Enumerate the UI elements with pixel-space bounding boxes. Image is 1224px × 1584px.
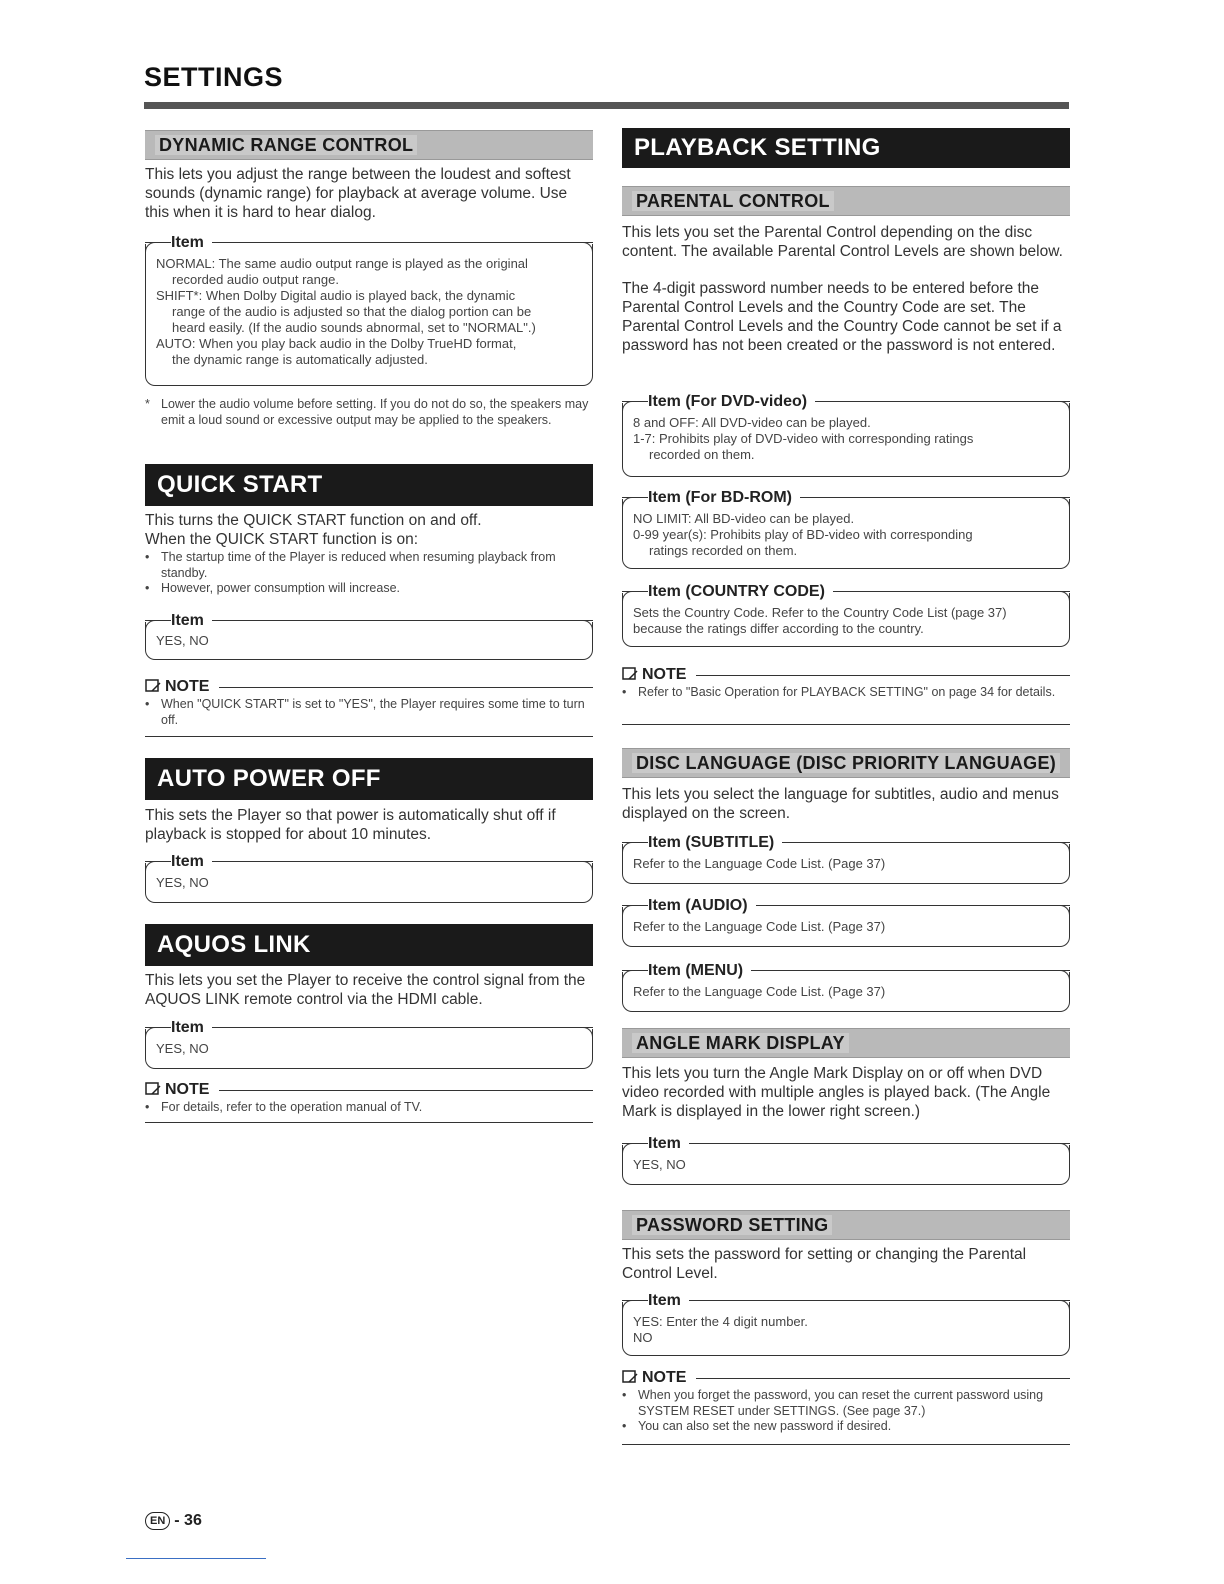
auto-power-off-heading: AUTO POWER OFF	[145, 758, 593, 800]
angle-mark-item-value: YES, NO	[633, 1157, 686, 1172]
password-setting-desc: This sets the password for setting or changing the Parental Control Level.	[622, 1246, 1027, 1282]
footnote-text: Lower the audio volume before setting. If you do not do so, the speakers may emit a loud sound or excessive output may be applied to the speakers.	[161, 397, 589, 427]
list-item: • For details, refer to the operation manual of TV.	[145, 1100, 593, 1116]
bottom-link-rule	[126, 1558, 266, 1559]
note-icon	[145, 679, 161, 693]
list-item: • When you forget the password, you can reset the current password using SYSTEM RESET under SETTINGS. (See page 37.)	[622, 1388, 1070, 1419]
password-notes	[622, 1388, 1070, 1435]
password-note-rule	[622, 1444, 1070, 1445]
parental-note	[622, 685, 1070, 701]
country-code-item-line: because the ratings differ according to the country.	[633, 621, 924, 636]
angle-mark-heading: ANGLE MARK DISPLAY	[622, 1028, 1070, 1058]
dvd-item-box	[622, 403, 1070, 477]
auto-power-off-desc: This sets the Player so that power is automatically shut off if playback is stopped for about 10 minutes.	[145, 807, 556, 843]
title-rule	[144, 102, 1069, 109]
drc-heading: DYNAMIC RANGE CONTROL	[145, 130, 593, 160]
quick-start-bullets	[145, 550, 593, 597]
password-item-line: YES: Enter the 4 digit number.	[633, 1314, 808, 1329]
angle-mark-item-box	[622, 1145, 1070, 1185]
quick-start-heading: QUICK START	[145, 464, 593, 506]
playback-setting-heading: PLAYBACK SETTING	[622, 128, 1070, 168]
password-note-header	[622, 1368, 1070, 1388]
aquos-link-note-header	[145, 1080, 593, 1100]
bd-item-line: 0-99 year(s): Prohibits play of BD-video with corresponding	[633, 527, 973, 542]
parental-note-rule	[622, 724, 1070, 725]
country-code-item-box	[622, 593, 1070, 647]
country-code-item-line: Sets the Country Code. Refer to the Country Code List (page 37)	[633, 605, 1007, 620]
quick-start-desc2: When the QUICK START function is on:	[145, 531, 419, 548]
note-label: NOTE	[165, 678, 210, 695]
note-icon	[622, 1370, 638, 1384]
aquos-link-item-box	[145, 1029, 593, 1069]
list-item: • The startup time of the Player is reduced when resuming playback from standby.	[145, 550, 593, 581]
menu-item-label: Item (MENU)	[648, 961, 751, 981]
note-label: NOTE	[642, 666, 687, 683]
page-number	[145, 1512, 202, 1530]
bd-item-line: ratings recorded on them.	[649, 543, 798, 558]
note-icon	[622, 667, 638, 681]
menu-item-box	[622, 972, 1070, 1012]
aquos-link-desc: This lets you set the Player to receive the control signal from the AQUOS LINK remote control via the HDMI cable.	[145, 972, 586, 1008]
bd-item-line: NO LIMIT: All BD-video can be played.	[633, 511, 855, 526]
dvd-item-line: 8 and OFF: All DVD-video can be played.	[633, 415, 871, 430]
subtitle-item-value: Refer to the Language Code List. (Page 37)	[633, 856, 886, 871]
drc-item-line: NORMAL: The same audio output range is played as the original	[156, 256, 528, 271]
angle-mark-desc: This lets you turn the Angle Mark Display on or off when DVD video recorded with multiple angles is played back. (The Angle Mark is displayed in the lower right screen.)	[622, 1065, 1051, 1120]
drc-item-line: SHIFT*: When Dolby Digital audio is played back, the dynamic	[156, 288, 516, 303]
note-icon	[145, 1082, 161, 1096]
angle-mark-item-label: Item	[648, 1134, 689, 1154]
disc-language-heading: DISC LANGUAGE (DISC PRIORITY LANGUAGE)	[622, 748, 1070, 778]
dvd-item-line: recorded on them.	[649, 447, 755, 462]
drc-item-line: heard easily. (If the audio sounds abnormal, set to "NORMAL".)	[172, 320, 536, 335]
parental-control-heading: PARENTAL CONTROL	[622, 186, 1070, 216]
password-item-box	[622, 1302, 1070, 1356]
aquos-link-note	[145, 1100, 593, 1116]
audio-item-value: Refer to the Language Code List. (Page 37)	[633, 919, 886, 934]
aquos-link-heading: AQUOS LINK	[145, 924, 593, 966]
list-item: • However, power consumption will increase.	[145, 581, 593, 597]
aquos-link-item-value: YES, NO	[156, 1041, 209, 1056]
audio-item-box	[622, 907, 1070, 947]
password-setting-heading: PASSWORD SETTING	[622, 1210, 1070, 1240]
auto-power-off-item-box	[145, 863, 593, 903]
password-item-line: NO	[633, 1330, 653, 1345]
drc-footnote	[145, 397, 593, 428]
parental-control-desc2: The 4-digit password number needs to be entered before the Parental Control Levels and the Country Code are set. The Parental Control Levels and the Country Code cannot be set if a password has not been created or the password is not entered.	[622, 280, 1062, 354]
aquos-link-note-rule	[145, 1122, 593, 1123]
page-title: SETTINGS	[144, 62, 284, 92]
audio-item-label: Item (AUDIO)	[648, 896, 756, 916]
page-number-text: - 36	[174, 1512, 202, 1529]
quick-start-item-value: YES, NO	[156, 633, 209, 648]
drc-item-box	[145, 244, 593, 386]
drc-item-line: range of the audio is adjusted so that the dialog portion can be	[172, 304, 532, 319]
note-label: NOTE	[165, 1081, 210, 1098]
password-item-label: Item	[648, 1291, 689, 1311]
note-label: NOTE	[642, 1369, 687, 1386]
menu-item-value: Refer to the Language Code List. (Page 37)	[633, 984, 886, 999]
quick-start-item-label: Item	[171, 611, 212, 631]
subtitle-item-box	[622, 844, 1070, 884]
dvd-item-label: Item (For DVD-video)	[648, 392, 815, 412]
quick-start-desc1: This turns the QUICK START function on and off.	[145, 512, 482, 529]
subtitle-item-label: Item (SUBTITLE)	[648, 833, 782, 853]
drc-item-line: AUTO: When you play back audio in the Dolby TrueHD format,	[156, 336, 517, 351]
footnote-mark: *	[145, 397, 150, 411]
language-badge: EN	[145, 1512, 170, 1530]
list-item: • Refer to "Basic Operation for PLAYBACK SETTING" on page 34 for details.	[622, 685, 1070, 701]
bd-item-box	[622, 499, 1070, 569]
bd-item-label: Item (For BD-ROM)	[648, 488, 800, 508]
aquos-link-item-label: Item	[171, 1018, 212, 1038]
parental-control-desc1: This lets you set the Parental Control depending on the disc content. The available Parental Control Levels are shown below.	[622, 224, 1063, 260]
drc-item-label: Item	[171, 233, 212, 253]
quick-start-item-box	[145, 622, 593, 660]
auto-power-off-item-value: YES, NO	[156, 875, 209, 890]
drc-item-line: recorded audio output range.	[172, 272, 339, 287]
dvd-item-line: 1-7: Prohibits play of DVD-video with corresponding ratings	[633, 431, 974, 446]
drc-item-line: the dynamic range is automatically adjusted.	[172, 352, 428, 367]
auto-power-off-item-label: Item	[171, 852, 212, 872]
quick-start-note-rule	[145, 736, 593, 737]
quick-start-note	[145, 697, 593, 728]
list-item: • You can also set the new password if desired.	[622, 1419, 1070, 1435]
country-code-item-label: Item (COUNTRY CODE)	[648, 582, 833, 602]
list-item: • When "QUICK START" is set to "YES", the Player requires some time to turn off.	[145, 697, 593, 728]
disc-language-desc: This lets you select the language for subtitles, audio and menus displayed on the screen.	[622, 786, 1059, 822]
quick-start-note-header	[145, 677, 593, 697]
drc-description: This lets you adjust the range between the loudest and softest sounds (dynamic range) for playback at average volume. Use this when it is hard to hear dialog.	[145, 166, 571, 221]
parental-note-header	[622, 665, 1070, 685]
